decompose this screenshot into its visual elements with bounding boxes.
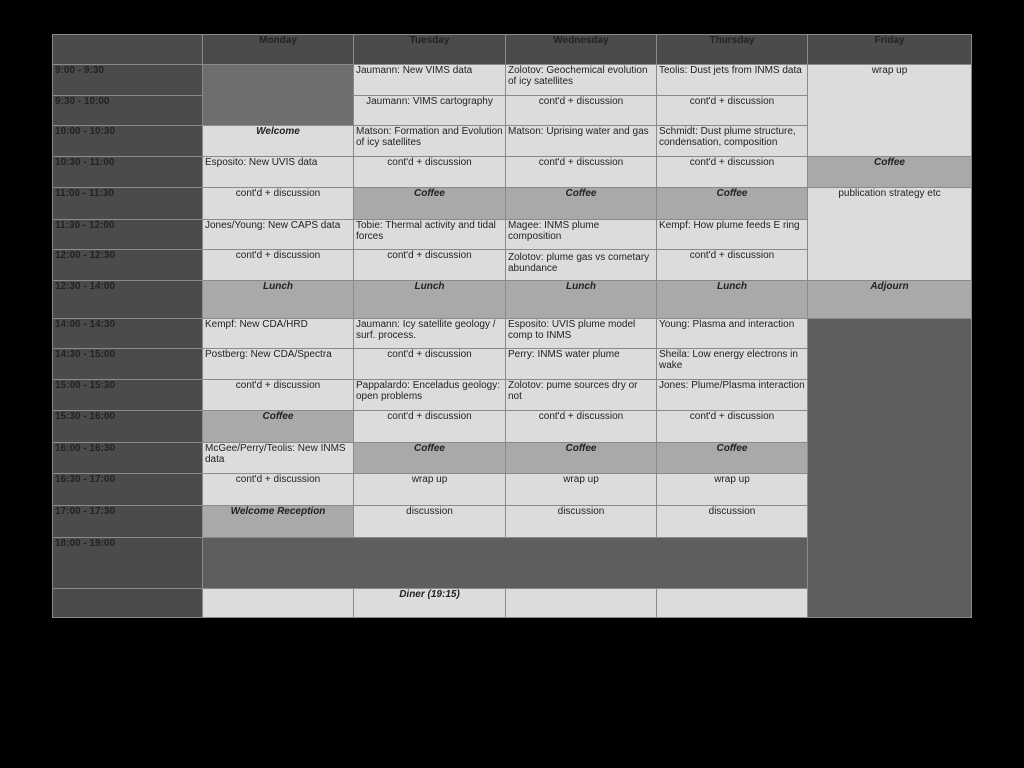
time-label: 12:30 - 14:00 [53, 281, 203, 319]
session-cell: Kempf: How plume feeds E ring [657, 220, 808, 250]
time-label: 16:30 - 17:00 [53, 474, 203, 506]
session-cell: Matson: Uprising water and gas [506, 126, 657, 157]
session-cell: Magee: INMS plume composition [506, 220, 657, 250]
event-cell: Welcome [203, 126, 354, 157]
session-cell: cont'd + discussion [506, 96, 657, 126]
time-label: 17:00 - 17:30 [53, 506, 203, 538]
time-label: 18:00 - 19:00 [53, 538, 203, 589]
event-cell: Coffee [657, 443, 808, 474]
session-cell: Schmidt: Dust plume structure, condensation, composition [657, 126, 808, 157]
empty-slot [203, 538, 808, 589]
event-cell: Coffee [657, 188, 808, 220]
session-cell: Jones/Young: New CAPS data [203, 220, 354, 250]
session-cell: McGee/Perry/Teolis: New INMS data [203, 443, 354, 474]
time-label: 10:30 - 11:00 [53, 157, 203, 188]
event-cell: Coffee [354, 188, 506, 220]
empty-slot [808, 319, 972, 618]
event-cell: Diner (19:15) [354, 589, 506, 618]
session-cell: Postberg: New CDA/Spectra [203, 349, 354, 380]
event-cell: Coffee [506, 188, 657, 220]
row-1030 [53, 157, 972, 188]
session-cell: Matson: Formation and Evolution of icy satellites [354, 126, 506, 157]
session-cell: cont'd + discussion [506, 157, 657, 188]
session-cell: discussion [657, 506, 808, 538]
empty-slot [657, 589, 808, 618]
time-label: 12:00 - 12:30 [53, 250, 203, 281]
time-label: 10:00 - 10:30 [53, 126, 203, 157]
session-cell: cont'd + discussion [657, 157, 808, 188]
session-cell: cont'd + discussion [506, 411, 657, 443]
session-cell: Jaumann: Icy satellite geology / surf. process. [354, 319, 506, 349]
event-cell: Lunch [354, 281, 506, 319]
header-corner [53, 35, 203, 65]
day-header-tuesday: Tuesday [354, 35, 506, 65]
session-cell: cont'd + discussion [203, 188, 354, 220]
session-cell: Jaumann: New VIMS data [354, 65, 506, 96]
session-cell: cont'd + discussion [657, 411, 808, 443]
session-cell: Sheila: Low energy electrons in wake [657, 349, 808, 380]
time-label: 16:00 - 16:30 [53, 443, 203, 474]
time-label: 11:00 - 11:30 [53, 188, 203, 220]
session-cell: cont'd + discussion [354, 411, 506, 443]
day-header-friday: Friday [808, 35, 972, 65]
empty-slot [203, 65, 354, 126]
session-cell: Zolotov: plume gas vs cometary abundance [506, 250, 657, 281]
session-cell: Zolotov: pume sources dry or not [506, 380, 657, 411]
time-label: 9:00 - 9:30 [53, 65, 203, 96]
day-header-monday: Monday [203, 35, 354, 65]
session-cell: wrap up [354, 474, 506, 506]
time-label: 15:30 - 16:00 [53, 411, 203, 443]
event-cell: Coffee [808, 157, 972, 188]
event-cell: Coffee [203, 411, 354, 443]
event-cell: Welcome Reception [203, 506, 354, 538]
session-cell: Jaumann: VIMS cartography [354, 96, 506, 126]
session-cell: discussion [506, 506, 657, 538]
session-cell: Kempf: New CDA/HRD [203, 319, 354, 349]
event-cell: Coffee [354, 443, 506, 474]
schedule-table [52, 34, 972, 618]
event-cell: Lunch [506, 281, 657, 319]
row-1100 [53, 188, 972, 220]
row-0900 [53, 65, 972, 96]
event-cell: Coffee [506, 443, 657, 474]
session-cell: Esposito: New UVIS data [203, 157, 354, 188]
session-cell: wrap up [506, 474, 657, 506]
session-cell: cont'd + discussion [203, 380, 354, 411]
time-label: 9:30 - 10:00 [53, 96, 203, 126]
session-cell: cont'd + discussion [354, 349, 506, 380]
time-label: 14:30 - 15:00 [53, 349, 203, 380]
session-cell: Teolis: Dust jets from INMS data [657, 65, 808, 96]
session-cell: cont'd + discussion [203, 474, 354, 506]
session-cell: cont'd + discussion [354, 250, 506, 281]
time-label-empty [53, 589, 203, 618]
empty-slot [506, 589, 657, 618]
empty-slot [203, 589, 354, 618]
event-cell: Lunch [203, 281, 354, 319]
header-row [53, 35, 972, 65]
time-label: 14:00 - 14:30 [53, 319, 203, 349]
time-label: 11:30 - 12:00 [53, 220, 203, 250]
session-cell: cont'd + discussion [657, 250, 808, 281]
session-cell: cont'd + discussion [657, 96, 808, 126]
session-cell: Young: Plasma and interaction [657, 319, 808, 349]
session-cell: cont'd + discussion [354, 157, 506, 188]
event-cell: Adjourn [808, 281, 972, 319]
session-cell: Pappalardo: Enceladus geology: open problems [354, 380, 506, 411]
session-cell: Tobie: Thermal activity and tidal forces [354, 220, 506, 250]
row-1230 [53, 281, 972, 319]
day-header-wednesday: Wednesday [506, 35, 657, 65]
time-label: 15:00 - 15:30 [53, 380, 203, 411]
session-cell: Jones: Plume/Plasma interaction [657, 380, 808, 411]
session-cell: discussion [354, 506, 506, 538]
session-cell: publication strategy etc [808, 188, 972, 281]
day-header-thursday: Thursday [657, 35, 808, 65]
session-cell: wrap up [657, 474, 808, 506]
session-cell: wrap up [808, 65, 972, 157]
row-1400 [53, 319, 972, 349]
event-cell: Lunch [657, 281, 808, 319]
session-cell: Perry: INMS water plume [506, 349, 657, 380]
session-cell: cont'd + discussion [203, 250, 354, 281]
session-cell: Esposito: UVIS plume model comp to INMS [506, 319, 657, 349]
session-cell: Zolotov: Geochemical evolution of icy satellites [506, 65, 657, 96]
